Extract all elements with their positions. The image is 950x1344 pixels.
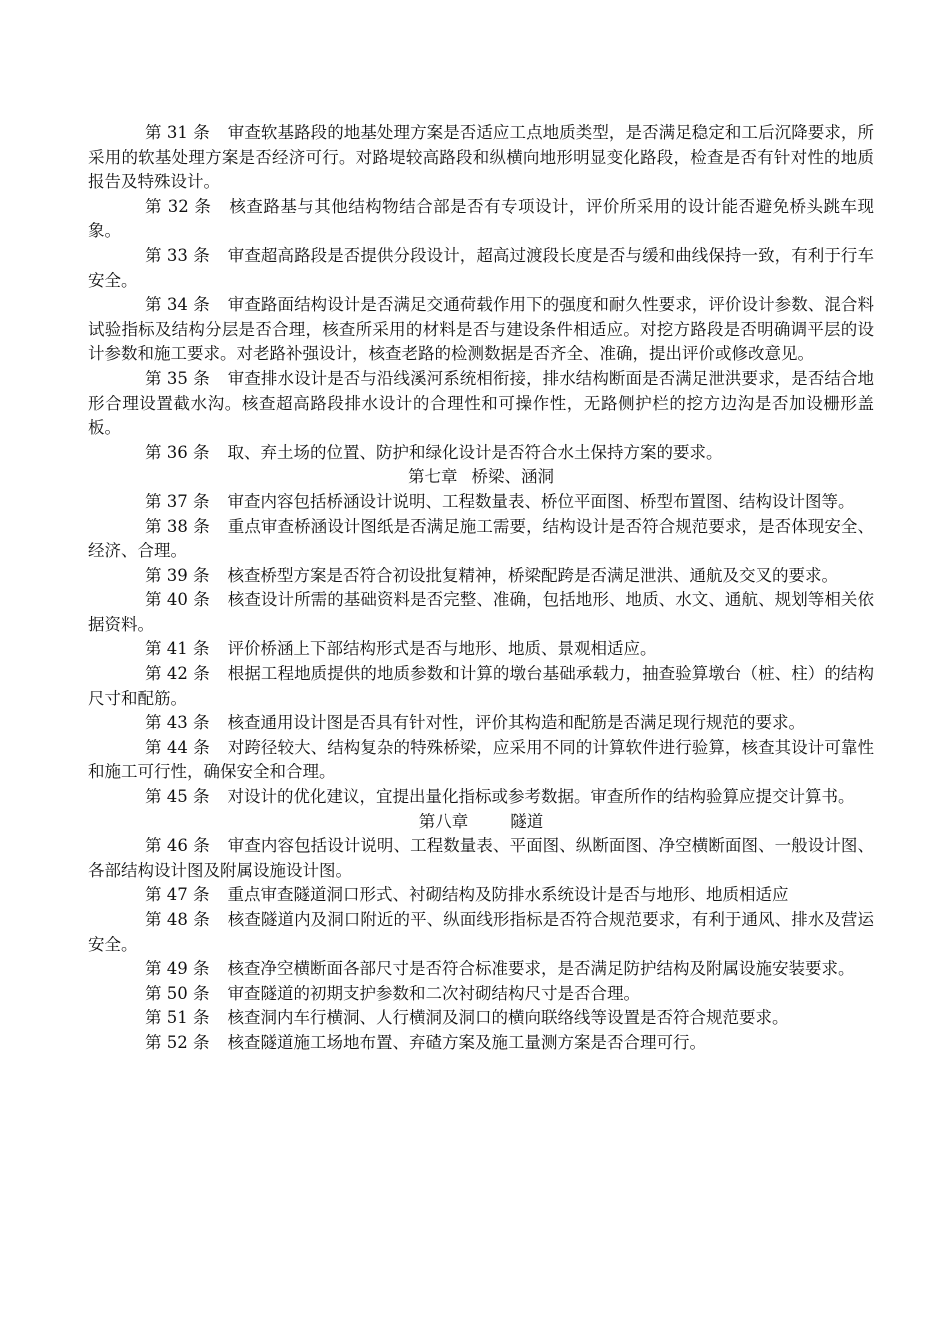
article-text: 审查路面结构设计是否满足交通荷载作用下的强度和耐久性要求，评价设计参数、混合料试验指标及结构分层是否合理，核查所采用的材料是否与建设条件相适应。对挖方路段是否明确调平层的设计参数和施工要求。对老路补强设计，核查老路的检测数据是否齐全、准确，提出评价或修改意见。: [88, 295, 874, 364]
article-40: [88, 588, 874, 637]
article-text: 核查净空横断面各部尺寸是否符合标准要求，是否满足防护结构及附属设施安装要求。: [227, 959, 855, 979]
article-31: [88, 121, 874, 195]
article-text: 审查排水设计是否与沿线溪河系统相衔接，排水结构断面是否满足泄洪要求，是否结合地形合理设置截水沟。核查超高路段排水设计的合理性和可操作性，无路侧护栏的挖方边沟是否加设栅形盖板。: [88, 368, 874, 438]
article-number: 第 40 条: [145, 590, 210, 610]
article-32: [88, 195, 874, 244]
article-number: 第 34 条: [145, 295, 210, 315]
article-number: 第 35 条: [145, 368, 210, 388]
article-text: 取、弃土场的位置、防护和绿化设计是否符合水土保持方案的要求。: [227, 442, 723, 462]
chapter-title: 桥梁、涵洞: [471, 467, 554, 487]
article-number: 第 32 条: [145, 196, 212, 216]
article-number: 第 51 条: [145, 1008, 210, 1028]
article-number: 第 48 条: [145, 910, 210, 929]
article-number: 第 50 条: [145, 983, 210, 1003]
chapter-7-heading: [88, 465, 874, 490]
article-number: 第 41 条: [145, 639, 210, 659]
article-number: 第 42 条: [145, 664, 210, 684]
article-36: [88, 441, 874, 466]
article-39: [88, 564, 874, 589]
article-number: 第 46 条: [145, 836, 210, 856]
article-number: 第 36 条: [145, 442, 210, 462]
article-number: 第 45 条: [145, 787, 210, 807]
article-46: [88, 834, 874, 883]
article-text: 对跨径较大、结构复杂的特殊桥梁，应采用不同的计算软件进行验算，核查其设计可靠性和施工可行性，确保安全和合理。: [88, 737, 874, 782]
article-38: [88, 515, 874, 564]
article-number: 第 52 条: [145, 1032, 210, 1052]
chapter-title: 隧道: [510, 811, 544, 831]
document-page: [88, 121, 874, 1056]
article-51: [88, 1006, 874, 1031]
article-number: 第 49 条: [145, 959, 210, 979]
article-34: [88, 293, 874, 367]
article-41: [88, 637, 874, 662]
article-43: [88, 711, 874, 736]
article-number: 第 43 条: [145, 713, 210, 733]
article-text: 核查路基与其他结构物结合部是否有专项设计，评价所采用的设计能否避免桥头跳车现象。: [88, 196, 874, 241]
article-37: [88, 490, 874, 515]
article-52: [88, 1031, 874, 1056]
chapter-number: 第八章: [418, 811, 469, 831]
article-44: [88, 736, 874, 785]
chapter-8-heading: [88, 810, 874, 835]
article-text: 重点审查隧道洞口形式、衬砌结构及防排水系统设计是否与地形、地质相适应: [227, 885, 789, 905]
article-35: [88, 367, 874, 441]
article-33: [88, 244, 874, 293]
article-text: 核查洞内车行横洞、人行横洞及洞口的横向联络线等设置是否符合规范要求。: [227, 1008, 789, 1028]
article-text: 核查设计所需的基础资料是否完整、准确，包括地形、地质、水文、通航、规划等相关依据资料。: [88, 590, 874, 634]
article-47: [88, 883, 874, 908]
article-text: 核查通用设计图是否具有针对性，评价其构造和配筋是否满足现行规范的要求。: [227, 713, 805, 733]
article-number: 第 38 条: [145, 516, 210, 536]
article-number: 第 33 条: [145, 245, 210, 265]
article-49: [88, 957, 874, 982]
article-text: 审查隧道的初期支护参数和二次衬砌结构尺寸是否合理。: [227, 983, 640, 1003]
article-number: 第 44 条: [145, 737, 210, 757]
article-text: 核查隧道内及洞口附近的平、纵面线形指标是否符合规范要求，有利于通风、排水及营运安全。: [88, 910, 874, 954]
article-text: 审查内容包括桥涵设计说明、工程数量表、桥位平面图、桥型布置图、结构设计图等。: [227, 491, 855, 511]
article-text: 审查内容包括设计说明、工程数量表、平面图、纵断面图、净空横断面图、一般设计图、各部结构设计图及附属设施设计图。: [88, 836, 874, 880]
chapter-number: 第七章: [408, 467, 458, 487]
article-45: [88, 785, 874, 810]
article-text: 审查软基路段的地基处理方案是否适应工点地质类型，是否满足稳定和工后沉降要求，所采用的软基处理方案是否经济可行。对路堤较高路段和纵横向地形明显变化路段，检查是否有针对性的地质报告及特殊设计。: [88, 123, 874, 192]
article-48: [88, 908, 874, 957]
article-number: 第 47 条: [145, 885, 210, 905]
article-number: 第 31 条: [145, 123, 210, 142]
article-text: 核查桥型方案是否符合初设批复精神，桥梁配跨是否满足泄洪、通航及交叉的要求。: [227, 565, 838, 585]
article-text: 对设计的优化建议，宜提出量化指标或参考数据。审查所作的结构验算应提交计算书。: [227, 787, 855, 807]
article-42: [88, 662, 874, 711]
article-text: 核查隧道施工场地布置、弃碴方案及施工量测方案是否合理可行。: [227, 1032, 706, 1052]
article-number: 第 37 条: [145, 491, 210, 511]
article-text: 重点审查桥涵设计图纸是否满足施工需要，结构设计是否符合规范要求，是否体现安全、经济、合理。: [88, 516, 874, 561]
article-text: 根据工程地质提供的地质参数和计算的墩台基础承载力，抽查验算墩台（桩、柱）的结构尺寸和配筋。: [88, 664, 874, 708]
article-number: 第 39 条: [145, 565, 210, 585]
article-text: 评价桥涵上下部结构形式是否与地形、地质、景观相适应。: [227, 639, 657, 659]
article-50: [88, 982, 874, 1007]
article-text: 审查超高路段是否提供分段设计，超高过渡段长度是否与缓和曲线保持一致，有利于行车安全。: [88, 245, 874, 290]
